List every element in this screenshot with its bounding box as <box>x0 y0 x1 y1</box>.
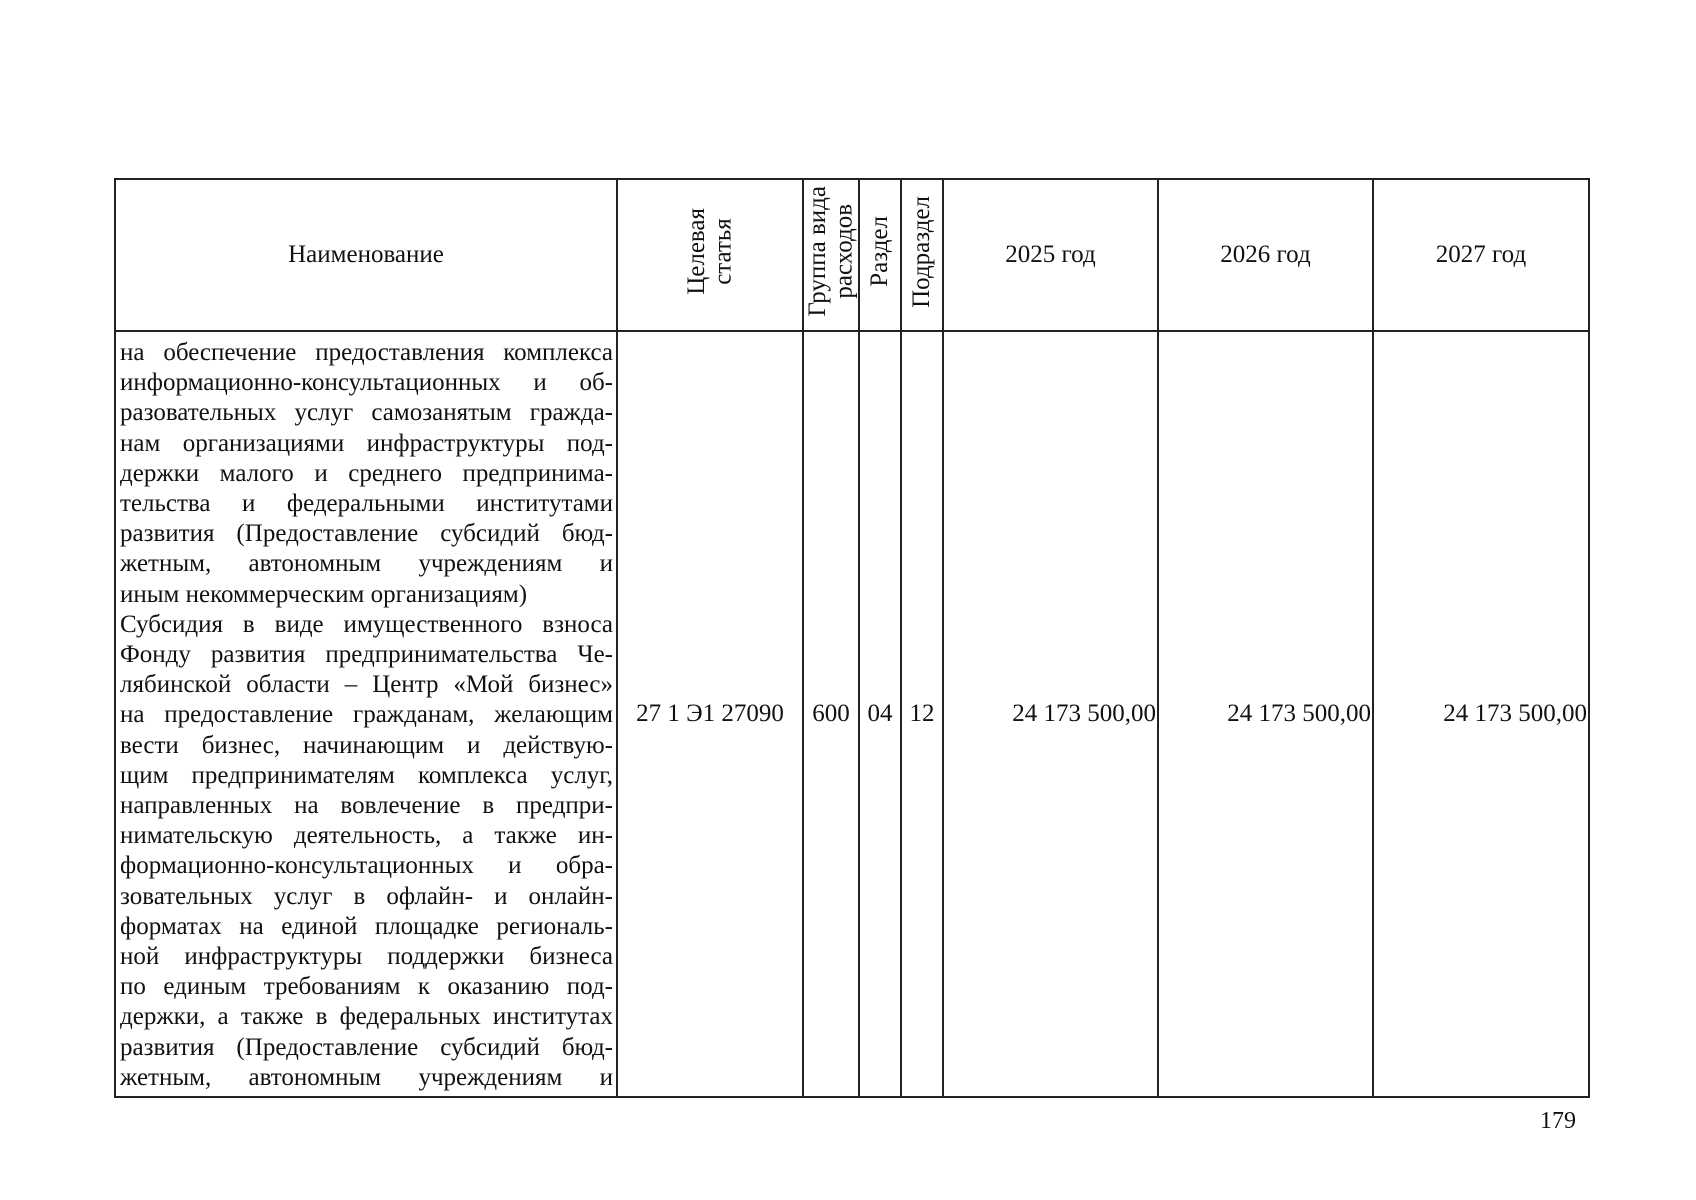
header-subsection: Подраздел <box>901 179 943 331</box>
row-expense-group: 600 <box>803 331 859 1097</box>
row-amount-2027: 24 173 500,00 <box>1373 331 1589 1097</box>
table-row <box>115 331 1589 1097</box>
row-subsection: 12 <box>901 331 943 1097</box>
row-name-cell: на обеспечение предоставления комплекса информационно-консультационных и об- разовательных услуг самозанятым гражда- нам организациями инфраструктуры под- держки малого и среднего предпринима- тельства и федеральными институтами развития (Предоставление субсидий бюд- жетным, автономным учреждениям и иным некоммерческим организациям) Субсидия в виде имущественного взноса Фонду развития предпринимательства Че- лябинской области – Центр «Мой бизнес» на предоставление гражданам, желающим вести бизнес, начинающим и действую- щим предпринимателям комплекса услуг, направленных на вовлечение в предпри- нимательскую деятельность, а также ин- формационно-консультационных и обра- зовательных услуг в офлайн- и онлайн- форматах на единой площадке региональ- ной инфраструктуры поддержки бизнеса по единым требованиям к оказанию под- держки, а также в федеральных институтах развития (Предоставление субсидий бюд- жетным, автономным учреждениям и <box>115 331 617 1097</box>
header-section: Раздел <box>859 179 901 331</box>
budget-table <box>114 178 1590 1098</box>
table-header-row <box>115 179 1589 331</box>
row-amount-2025: 24 173 500,00 <box>943 331 1158 1097</box>
header-year-2026: 2026 год <box>1158 179 1373 331</box>
header-name: Наименование <box>115 179 617 331</box>
header-year-2027: 2027 год <box>1373 179 1589 331</box>
header-target-article: Целевая статья <box>617 179 803 331</box>
page-number: 179 <box>1540 1108 1576 1134</box>
header-year-2025: 2025 год <box>943 179 1158 331</box>
row-section: 04 <box>859 331 901 1097</box>
row-target-article: 27 1 Э1 27090 <box>617 331 803 1097</box>
header-expense-group: Группа вида расходов <box>803 179 859 331</box>
row-amount-2026: 24 173 500,00 <box>1158 331 1373 1097</box>
